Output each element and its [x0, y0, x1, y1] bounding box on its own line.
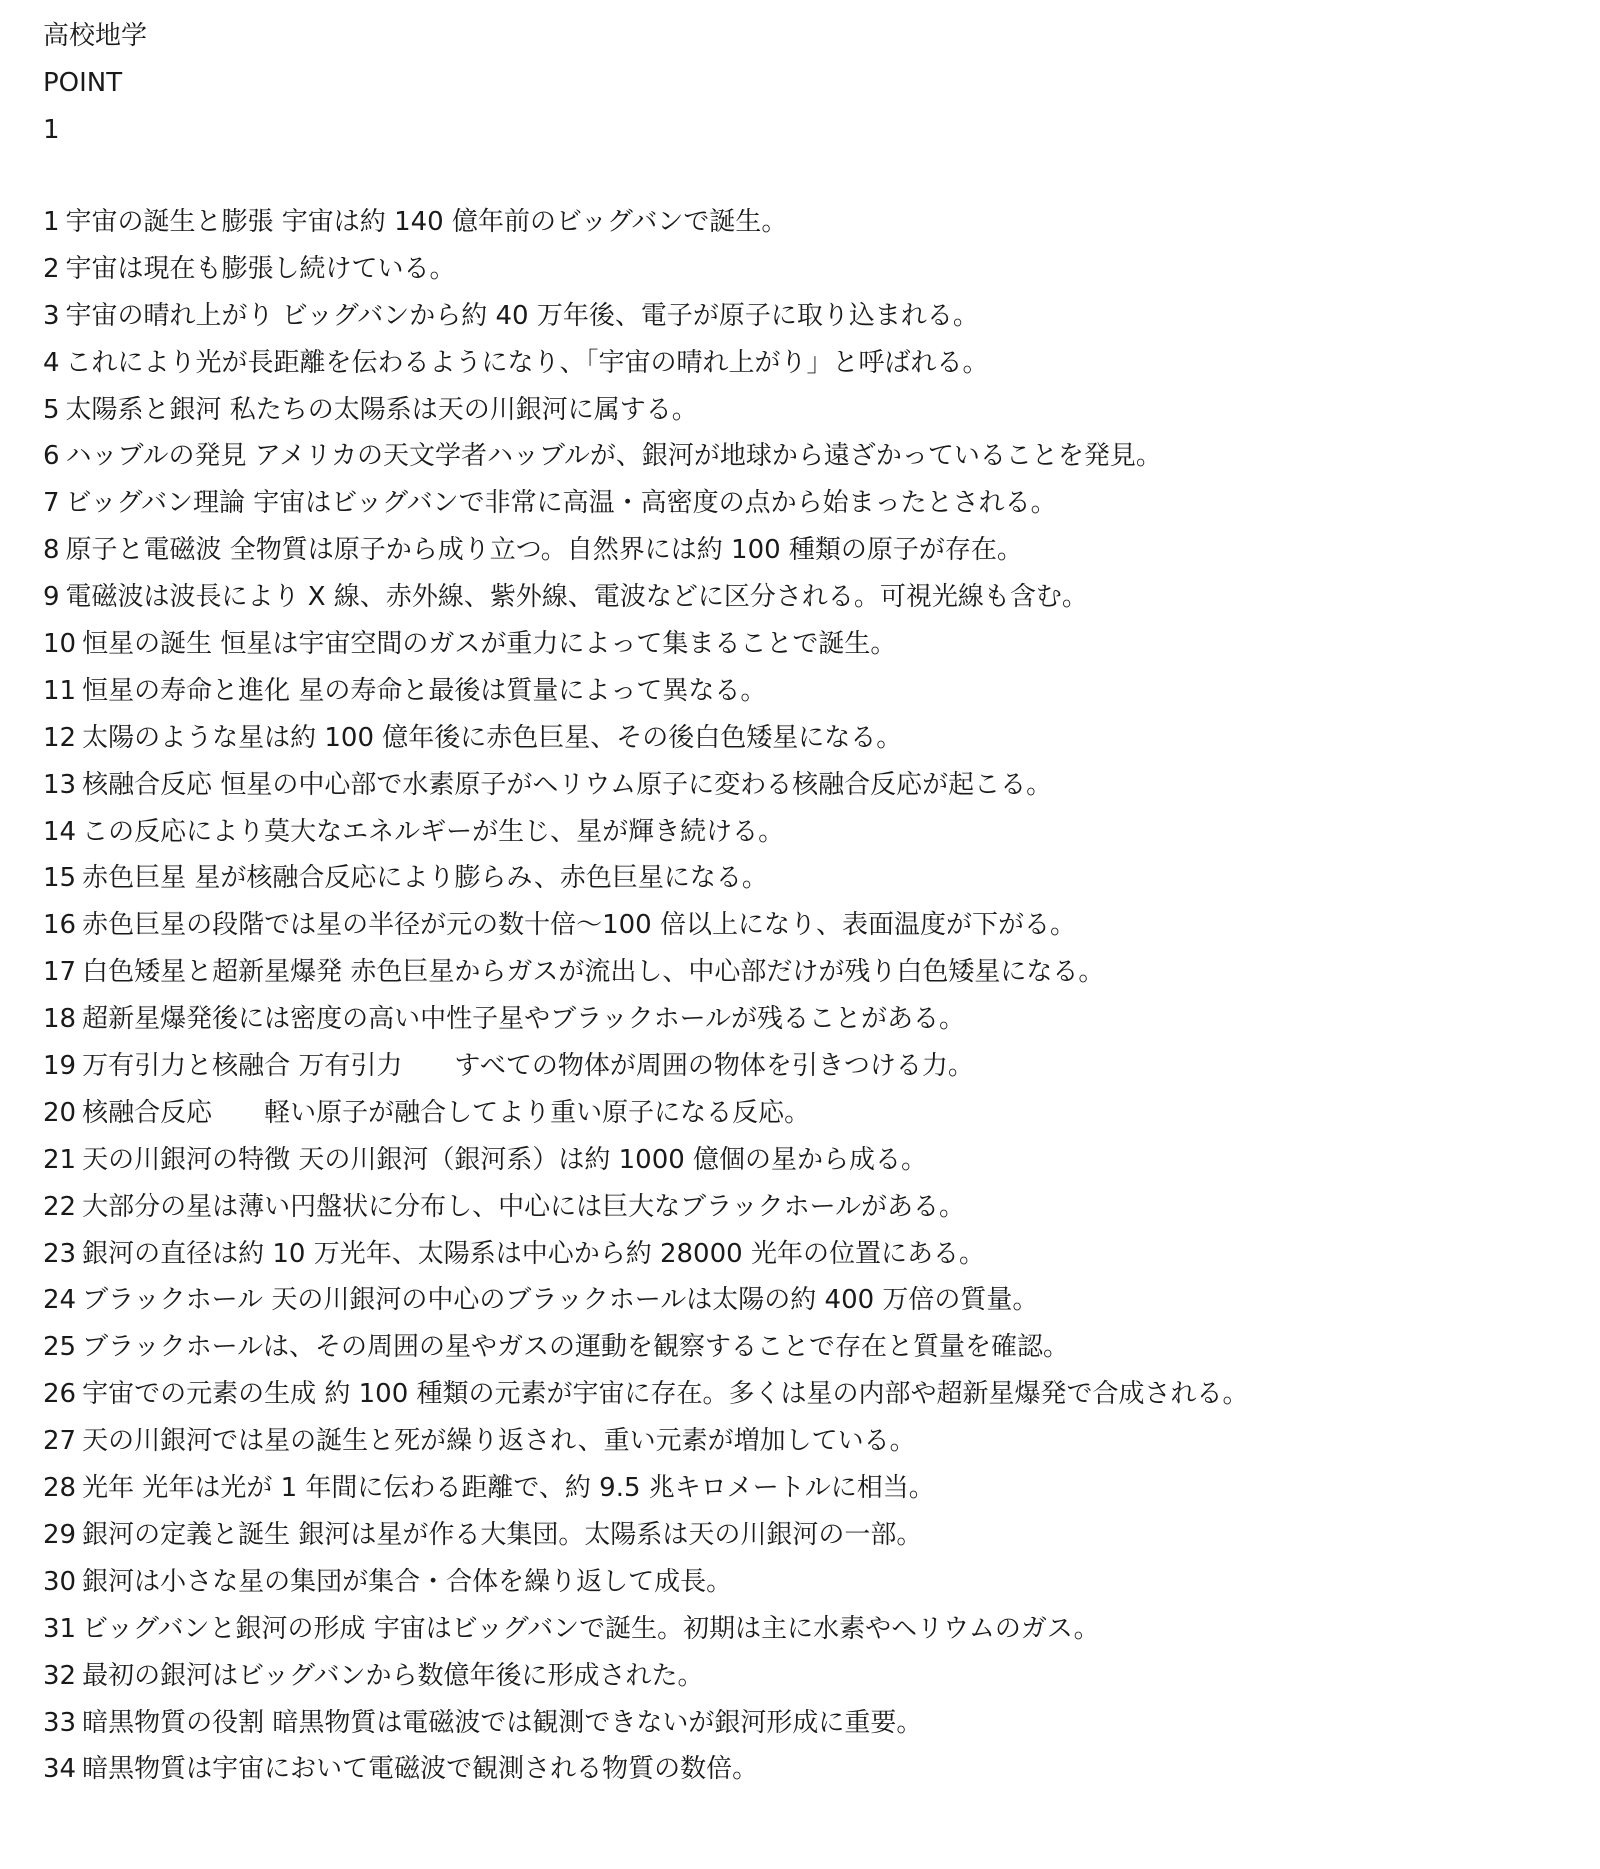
item-text: 核融合反応 軽い原子が融合してより重い原子になる反応。	[82, 1097, 811, 1128]
item-number: 23	[43, 1238, 77, 1269]
item-number: 20	[43, 1097, 77, 1128]
list-item	[43, 440, 1563, 487]
subject-title: 高校地学	[43, 21, 148, 51]
list-item	[43, 1378, 1563, 1425]
item-text: 万有引力と核融合 万有引力 すべての物体が周囲の物体を引きつける力。	[82, 1051, 974, 1082]
item-text: 光年 光年は光が 1 年間に伝わる距離で、約 9.5 兆キロメートルに相当。	[82, 1473, 935, 1504]
item-text: ブラックホールは、その周囲の星やガスの運動を観察することで存在と質量を確認。	[82, 1332, 1070, 1363]
item-number: 9	[43, 582, 60, 613]
item-text: この反応により莫大なエネルギーが生じ、星が輝き続ける。	[82, 816, 785, 847]
list-item	[43, 253, 1563, 300]
list-item	[43, 347, 1563, 394]
list-item	[43, 1660, 1563, 1707]
item-text: 銀河は小さな星の集団が集合・合体を繰り返して成長。	[82, 1566, 733, 1597]
item-text: 原子と電磁波 全物質は原子から成り立つ。自然界には約 100 種類の原子が存在。	[65, 535, 1023, 566]
item-text: 赤色巨星の段階では星の半径が元の数十倍〜100 倍以上になり、表面温度が下がる。	[82, 910, 1076, 941]
item-number: 4	[43, 347, 60, 378]
item-number: 14	[43, 816, 77, 847]
item-number: 17	[43, 957, 77, 988]
item-number: 16	[43, 910, 77, 941]
item-text: 超新星爆発後には密度の高い中性子星やブラックホールが残ることがある。	[82, 1004, 966, 1035]
item-text: ビッグバンと銀河の形成 宇宙はビッグバンで誕生。初期は主に水素やヘリウムのガス。	[82, 1613, 1100, 1644]
list-item	[43, 1519, 1563, 1566]
item-text: 暗黒物質の役割 暗黒物質は電磁波では観測できないが銀河形成に重要。	[82, 1707, 923, 1738]
list-item	[43, 816, 1563, 863]
list-item	[43, 1238, 1563, 1285]
item-number: 3	[43, 300, 60, 331]
item-text: 宇宙は現在も膨張し続けている。	[65, 253, 456, 284]
item-number: 2	[43, 253, 60, 284]
list-item	[43, 1003, 1563, 1050]
list-item	[43, 1191, 1563, 1238]
item-number: 6	[43, 441, 60, 472]
list-item	[43, 394, 1563, 441]
item-number: 10	[43, 629, 77, 660]
item-text: これにより光が長距離を伝わるようになり、「宇宙の晴れ上がり」と呼ばれる。	[65, 347, 989, 378]
item-text: ビッグバン理論 宇宙はビッグバンで非常に高温・高密度の点から始まったとされる。	[65, 488, 1057, 519]
list-item	[43, 722, 1563, 769]
item-number: 26	[43, 1379, 77, 1410]
item-text: 暗黒物質は宇宙において電磁波で観測される物質の数倍。	[82, 1754, 759, 1785]
list-item	[43, 1425, 1563, 1472]
item-number: 33	[43, 1707, 77, 1738]
list-item	[43, 1331, 1563, 1378]
item-number: 27	[43, 1426, 77, 1457]
item-text: 赤色巨星 星が核融合反応により膨らみ、赤色巨星になる。	[82, 863, 768, 894]
list-item	[43, 862, 1563, 909]
list-item	[43, 1613, 1563, 1660]
item-text: 恒星の誕生 恒星は宇宙空間のガスが重力によって集まることで誕生。	[82, 629, 897, 660]
point-list	[43, 206, 1563, 1800]
item-number: 22	[43, 1191, 77, 1222]
list-item	[43, 1144, 1563, 1191]
item-text: 銀河の直径は約 10 万光年、太陽系は中心から約 28000 光年の位置にある。	[82, 1238, 985, 1269]
item-text: 宇宙の誕生と膨張 宇宙は約 140 億年前のビッグバンで誕生。	[65, 207, 788, 237]
list-item	[43, 1753, 1563, 1800]
item-text: 核融合反応 恒星の中心部で水素原子がヘリウム原子に変わる核融合反応が起こる。	[82, 769, 1053, 800]
item-text: ハッブルの発見 アメリカの天文学者ハッブルが、銀河が地球から遠ざかっていることを発見。	[65, 441, 1162, 472]
item-number: 29	[43, 1519, 77, 1550]
list-item	[43, 956, 1563, 1003]
point-number: 1	[43, 115, 60, 145]
item-number: 24	[43, 1285, 77, 1316]
item-number: 25	[43, 1332, 77, 1363]
item-text: 白色矮星と超新星爆発 赤色巨星からガスが流出し、中心部だけが残り白色矮星になる。	[82, 957, 1105, 988]
list-item	[43, 206, 1563, 253]
item-number: 34	[43, 1754, 77, 1785]
item-number: 15	[43, 863, 77, 894]
item-number: 18	[43, 1004, 77, 1035]
item-text: 銀河の定義と誕生 銀河は星が作る大集団。太陽系は天の川銀河の一部。	[82, 1519, 923, 1550]
item-number: 28	[43, 1473, 77, 1504]
list-item	[43, 534, 1563, 581]
list-item	[43, 1284, 1563, 1331]
list-item	[43, 1707, 1563, 1754]
item-number: 32	[43, 1660, 77, 1691]
item-text: 恒星の寿命と進化 星の寿命と最後は質量によって異なる。	[82, 675, 767, 706]
item-number: 5	[43, 394, 60, 425]
item-text: 太陽のような星は約 100 億年後に赤色巨星、その後白色矮星になる。	[82, 722, 903, 753]
item-text: 大部分の星は薄い円盤状に分布し、中心には巨大なブラックホールがある。	[82, 1191, 966, 1222]
list-item	[43, 487, 1563, 534]
item-text: 最初の銀河はビッグバンから数億年後に形成された。	[82, 1660, 704, 1691]
item-number: 1	[43, 207, 60, 237]
item-number: 13	[43, 769, 77, 800]
item-text: 電磁波は波長により X 線、赤外線、紫外線、電波などに区分される。可視光線も含む。	[65, 582, 1088, 613]
list-item	[43, 581, 1563, 628]
point-label: POINT	[43, 68, 123, 98]
item-text: 天の川銀河の特徴 天の川銀河（銀河系）は約 1000 億個の星から成る。	[82, 1144, 928, 1175]
item-number: 19	[43, 1051, 77, 1082]
list-item	[43, 675, 1563, 722]
list-item	[43, 1097, 1563, 1144]
item-number: 30	[43, 1566, 77, 1597]
list-item	[43, 300, 1563, 347]
item-text: 天の川銀河では星の誕生と死が繰り返され、重い元素が増加している。	[82, 1426, 916, 1457]
item-text: 太陽系と銀河 私たちの太陽系は天の川銀河に属する。	[65, 394, 698, 425]
item-number: 31	[43, 1613, 77, 1644]
item-number: 12	[43, 722, 77, 753]
item-text: ブラックホール 天の川銀河の中心のブラックホールは太陽の約 400 万倍の質量。	[82, 1285, 1039, 1316]
item-number: 8	[43, 535, 60, 566]
item-number: 11	[43, 675, 77, 706]
item-text: 宇宙の晴れ上がり ビッグバンから約 40 万年後、電子が原子に取り込まれる。	[65, 300, 979, 331]
list-item	[43, 909, 1563, 956]
item-number: 21	[43, 1144, 77, 1175]
list-item	[43, 1472, 1563, 1519]
list-item	[43, 1566, 1563, 1613]
item-text: 宇宙での元素の生成 約 100 種類の元素が宇宙に存在。多くは星の内部や超新星爆発で合成される。	[82, 1379, 1249, 1410]
list-item	[43, 769, 1563, 816]
item-number: 7	[43, 488, 60, 519]
list-item	[43, 1050, 1563, 1097]
list-item	[43, 628, 1563, 675]
